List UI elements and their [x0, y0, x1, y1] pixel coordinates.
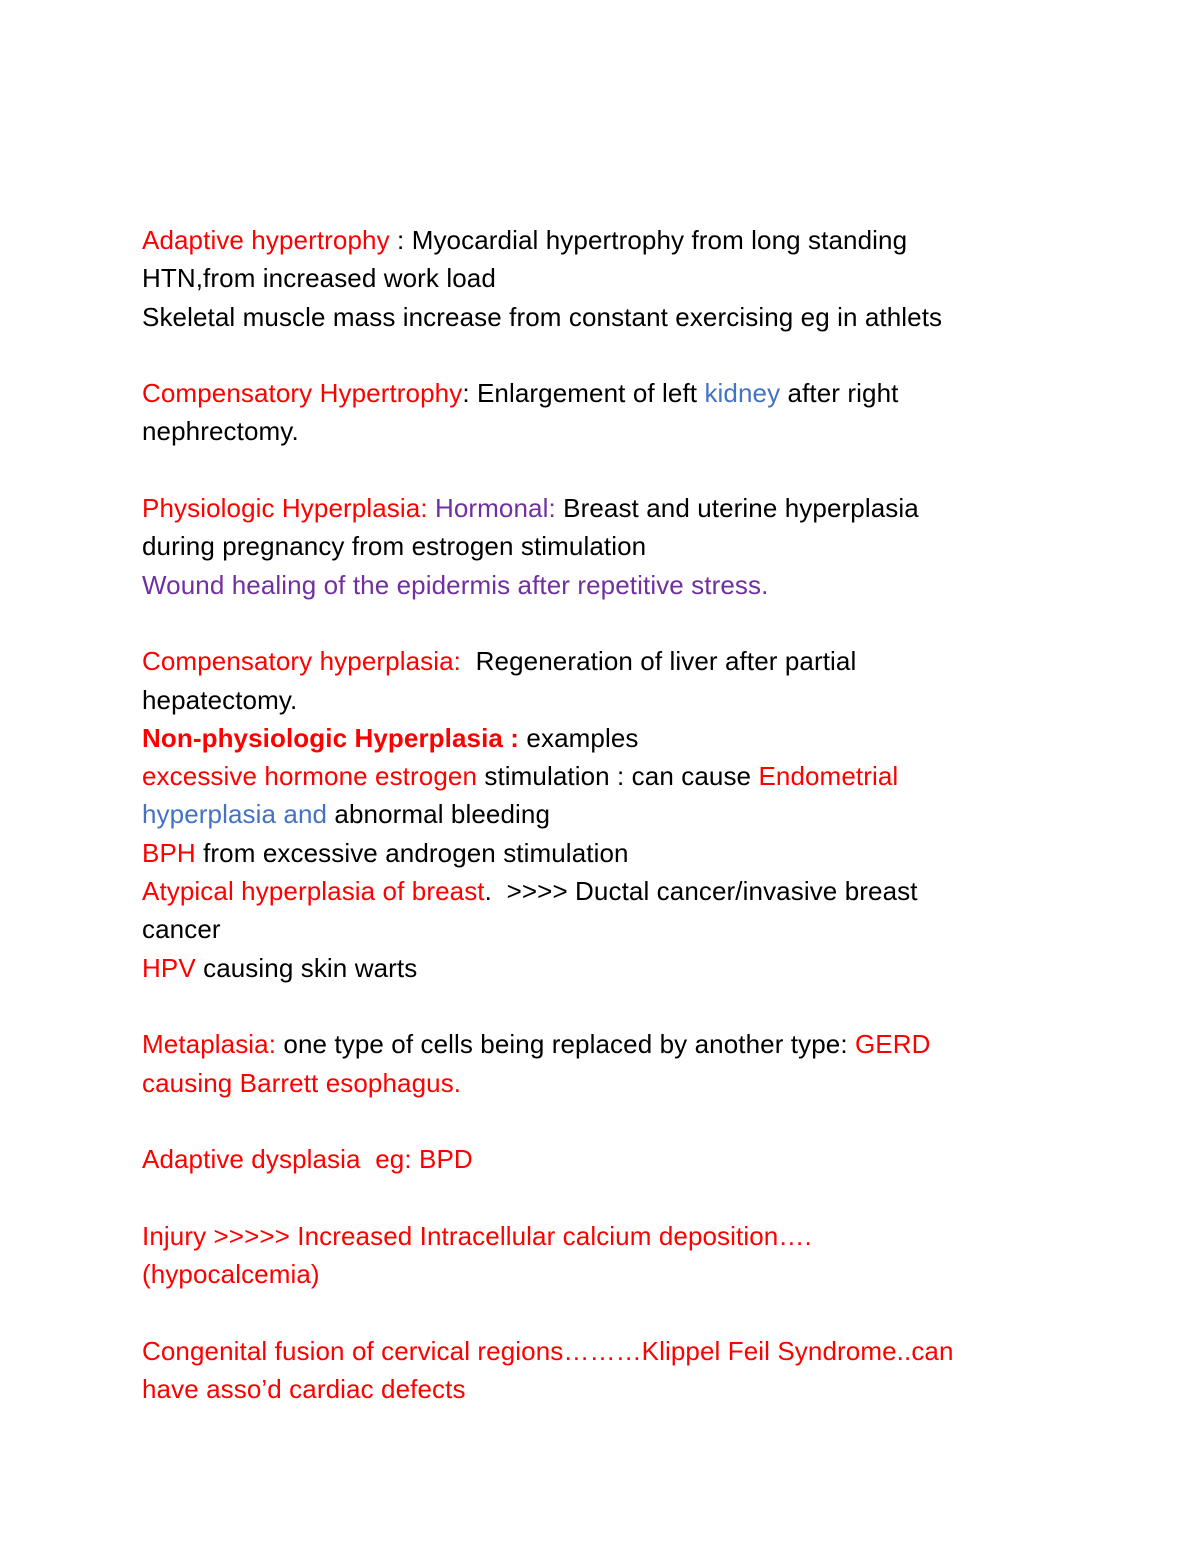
physiologic-hyperplasia-line-2: during pregnancy from estrogen stimulation	[142, 531, 647, 562]
injury-line-2: (hypocalcemia)	[142, 1259, 320, 1290]
physiologic-hyperplasia-line-1	[142, 489, 1022, 527]
wound-healing-line: Wound healing of the epidermis after repetitive stress.	[142, 569, 769, 600]
atypical-hyperplasia-line-1	[142, 872, 1022, 910]
paragraph-gap	[142, 1102, 1022, 1140]
non-physiologic-text: examples	[526, 722, 639, 753]
compensatory-hypertrophy-label: Compensatory Hypertrophy	[142, 378, 463, 409]
paragraph-gap	[142, 451, 1022, 489]
adaptive-hypertrophy-label: Adaptive hypertrophy	[142, 225, 390, 255]
atypical-hyperplasia-text: . >>>> Ductal cancer/invasive breast	[484, 876, 918, 907]
hpv-example-line	[142, 949, 1022, 987]
compensatory-hypertrophy-text-b: after right	[780, 378, 899, 409]
hormonal-label: Hormonal:	[434, 493, 556, 524]
estrogen-term: excessive hormone estrogen	[142, 761, 478, 792]
paragraph-gap	[142, 604, 1022, 642]
adaptive-hypertrophy-text: : Myocardial hypertrophy from long standing	[389, 225, 908, 255]
compensatory-hyperplasia-line-2: hepatectomy.	[142, 684, 298, 715]
paragraph-gap	[142, 336, 1022, 374]
physiologic-hyperplasia-label: Physiologic Hyperplasia:	[142, 493, 435, 524]
estrogen-example-line-2	[142, 795, 1022, 833]
adaptive-hypertrophy-line-3: Skeletal muscle mass increase from constant exercising eg in athlets	[142, 301, 943, 332]
congenital-line-1: Congenital fusion of cervical regions………Klippel Feil Syndrome..can	[142, 1335, 954, 1366]
paragraph-gap	[142, 1178, 1022, 1216]
gerd-term: GERD	[854, 1029, 931, 1060]
endometrial-term: Endometrial	[758, 761, 899, 792]
compensatory-hypertrophy-line-2: nephrectomy.	[142, 416, 299, 447]
hyperplasia-and-term: hyperplasia and	[142, 799, 328, 830]
injury-line-1: Injury >>>>> Increased Intracellular calcium deposition….	[142, 1220, 812, 1251]
abnormal-bleeding-text: abnormal bleeding	[327, 799, 551, 830]
metaplasia-text: one type of cells being replaced by another type:	[276, 1029, 855, 1060]
metaplasia-line-2: causing Barrett esophagus.	[142, 1067, 462, 1098]
paragraph-gap	[142, 1293, 1022, 1331]
non-physiologic-label: Non-physiologic Hyperplasia :	[142, 722, 527, 753]
metaplasia-label: Metaplasia:	[142, 1029, 277, 1060]
hpv-term: HPV	[142, 952, 196, 983]
document-body	[142, 221, 1022, 1408]
kidney-term: kidney	[704, 378, 781, 409]
atypical-hyperplasia-line-2: cancer	[142, 914, 221, 945]
compensatory-hypertrophy-text-a: : Enlargement of left	[462, 378, 705, 409]
adaptive-hypertrophy-line-1	[142, 221, 1022, 259]
hpv-text: causing skin warts	[195, 952, 418, 983]
estrogen-example-line-1	[142, 757, 1022, 795]
bph-text: from excessive androgen stimulation	[195, 837, 629, 868]
congenital-line-2: have asso’d cardiac defects	[142, 1373, 466, 1404]
atypical-hyperplasia-term: Atypical hyperplasia of breast	[142, 876, 485, 907]
compensatory-hyperplasia-text: Regeneration of liver after partial	[461, 646, 857, 677]
metaplasia-line-1	[142, 1025, 1022, 1063]
bph-example-line	[142, 834, 1022, 872]
adaptive-dysplasia-line: Adaptive dysplasia eg: BPD	[142, 1144, 473, 1175]
paragraph-gap	[142, 987, 1022, 1025]
physiologic-hyperplasia-text: Breast and uterine hyperplasia	[555, 493, 919, 524]
compensatory-hyperplasia-label: Compensatory hyperplasia:	[142, 646, 461, 677]
non-physiologic-heading	[142, 719, 1022, 757]
compensatory-hypertrophy-line-1	[142, 374, 1022, 412]
bph-term: BPH	[142, 837, 196, 868]
adaptive-hypertrophy-line-2: HTN,from increased work load	[142, 263, 496, 294]
estrogen-text: stimulation : can cause	[477, 761, 759, 792]
compensatory-hyperplasia-line-1	[142, 642, 1022, 680]
